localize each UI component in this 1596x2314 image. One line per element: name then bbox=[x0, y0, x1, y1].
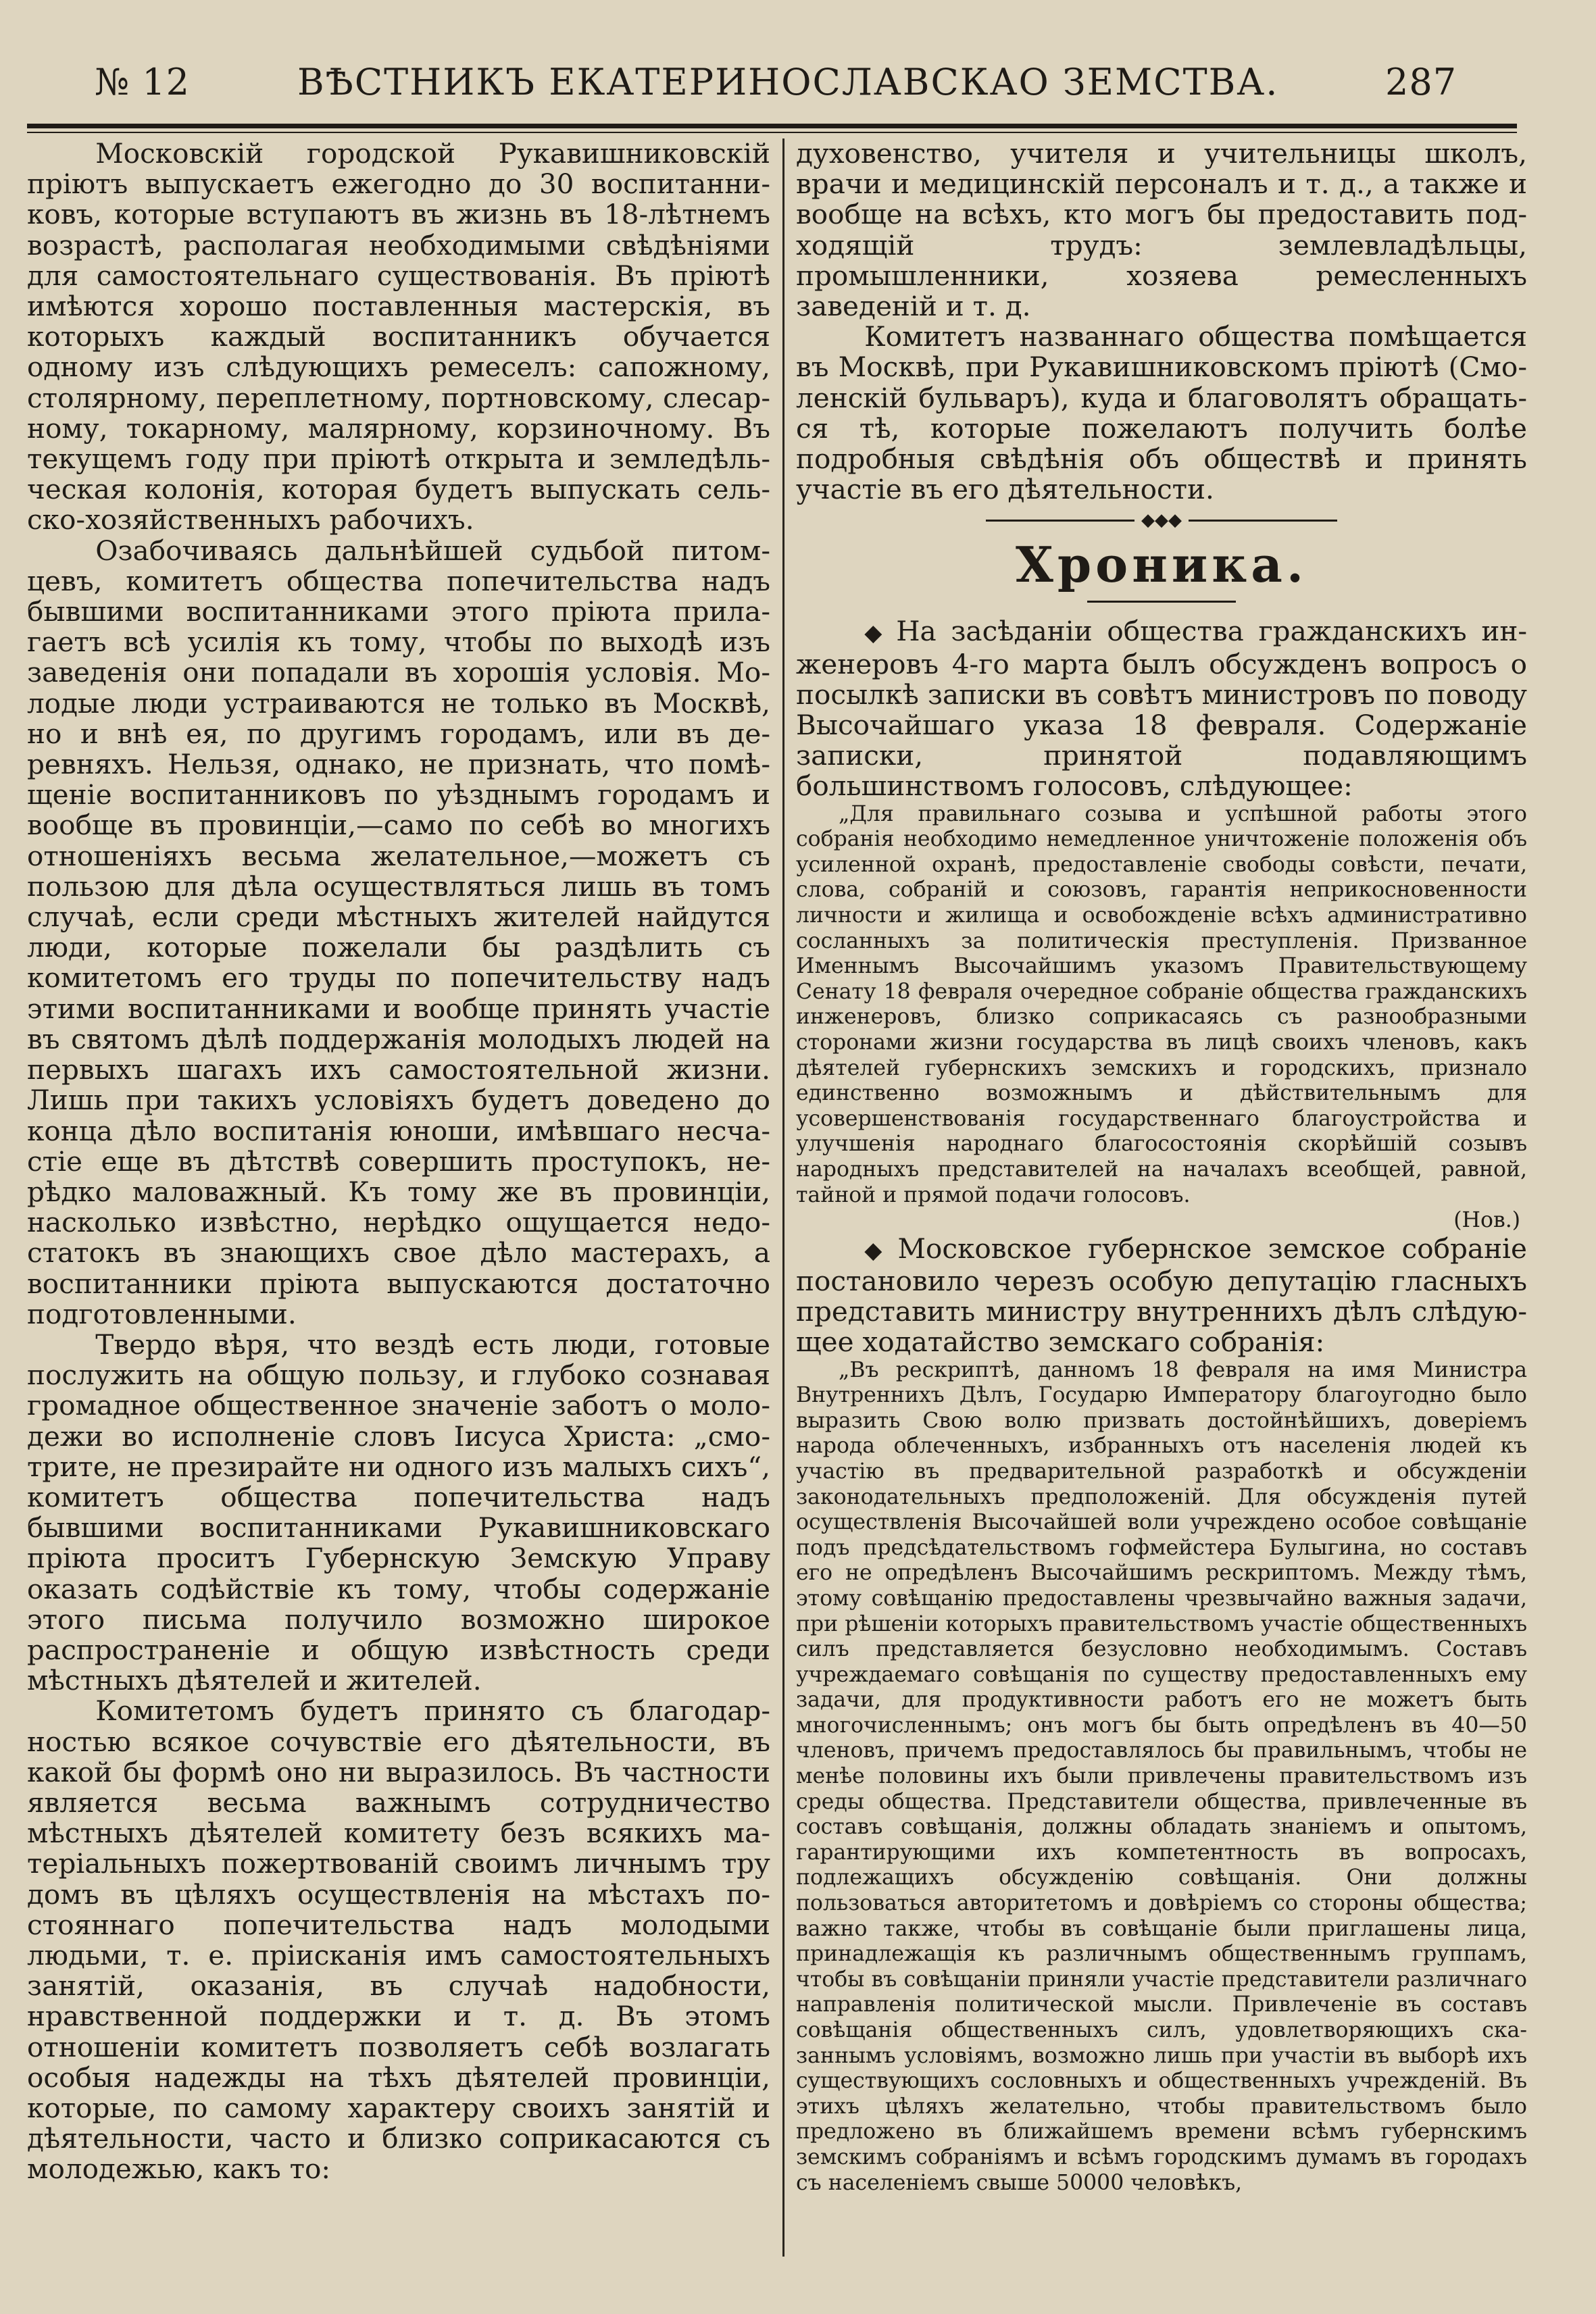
article-continuation: духовенство, учителя и учительницы школъ, врачи и медицинскій персоналъ и т. д., а также и вообще на всѣхъ, кто могъ бы предоставить подходящій трудъ: землевладѣльцы, промышленники, хозяева ремесленныхъ заведеній и т. д. bbox=[796, 137, 1527, 323]
article-paragraph: Твердо вѣря, что вездѣ есть люди, готовые послужить на общую пользу, и глубоко сознавая громадное общественное значеніе заботъ о молодежи во исполненіе словъ Іисуса Христа: „смотрите, не презирайте ни одного изъ малыхъ сихъ“, комитетъ общества попечительства надъ бывшими воспитанниками Рукавишниковскаго пріюта проситъ Губернскую Земскую Управу оказать содѣйствіе къ тому, чтобы содержаніе этого письма получило возможно широкое распространеніе и общую извѣстность среди мѣстныхъ дѣятелей и жителей. bbox=[27, 1328, 770, 1697]
chronicle-item bbox=[796, 616, 1527, 801]
ornament-diamond-icon: ◆◆◆ bbox=[1141, 510, 1182, 531]
chronicle-item bbox=[796, 1234, 1527, 1358]
header-rule-thick bbox=[27, 124, 1517, 128]
section-heading: Хроника. bbox=[1015, 536, 1308, 594]
section-ornament bbox=[796, 511, 1527, 529]
article-paragraph: Московскій городской Рукавишниковскій пріютъ выпускаетъ ежегодно до 30 воспитанниковъ, которые вступаютъ въ жизнь въ 18-лѣтнемъ возрастѣ, располагая необходимыми свѣдѣніями для самостоятельнаго существованія. Въ пріютѣ имѣются хорошо поставленныя мастерскія, въ которыхъ каждый воспитанникъ обучается одному изъ слѣдующихъ ремеселъ: сапожному, столярному, переплетному, портновскому, слесарному, токарному, малярному, корзиночному. Въ текущемъ году при пріютѣ открыта и земледѣльческая колонія, которая будетъ выпускать сельско-хозяйственныхъ рабочихъ. bbox=[27, 137, 770, 536]
chronicle-source: (Нов.) bbox=[1453, 1208, 1520, 1233]
chronicle-item-text: Московское губернское земское собраніе постановило черезъ особую депутацію гласныхъ представить министру внутреннихъ дѣлъ слѣдующее ходатайство земскаго собранія: bbox=[796, 1232, 1527, 1359]
issue-number: № 12 bbox=[95, 61, 190, 103]
publication-title: ВѢСТНИКЪ ЕКАТЕРИНОСЛАВСКАО ЗЕМСТВА. bbox=[297, 61, 1279, 103]
chronicle-quote: „Въ рескриптѣ, данномъ 18 февраля на имя Министра Внутреннихъ Дѣлъ, Государю Императору благоугодно было выразить Свою волю призвать достойнѣйшихъ, доверіемъ народа облеченныхъ, избранныхъ отъ населенія людей къ участію въ предварительной разработкѣ и обсужденіи законодательныхъ предположеній. Для обсужденія путей осуществленія Высочайшей воли учреждено особое совѣщаніе подъ предсѣдательствомъ гофмейстера Булыгина, но составъ его не опредѣленъ Высочайшимъ рескриптомъ. Между тѣмъ, этому совѣщанію предоставлены чрезвычайно важныя задачи, при рѣшеніи которыхъ правительствомъ участіе общественныхъ силъ представляется безусловно необходимымъ. Составъ учреждаемаго совѣщанія по существу предоставленныхъ ему задачи, для продуктивности работъ его не можетъ быть многочисленнымъ; онъ могъ бы быть опредѣленъ въ 40—50 членовъ, причемъ предоставлялось бы правильнымъ, чтобы не менѣе половины ихъ были привлечены правительствомъ изъ среды общества. Представители общества, привлеченные въ составъ совѣщанія, должны обладать знаніемъ и опытомъ, гарантирующими ихъ компетентность въ вопросахъ, подлежащихъ обсужденію совѣщанія. Они должны пользоваться авторитетомъ и довѣріемъ со стороны общества; важно также, чтобы въ совѣщаніе были приглашены лица, принадлежащія къ различнымъ общественнымъ группамъ, чтобы въ совѣщаніи приняли участіе представители различнаго направленія политической мысли. Привлеченіе въ составъ совѣщанія общественныхъ силъ, удовлетворяющихъ сказаннымъ условіямъ, возможно лишь при участіи въ выборѣ ихъ существующихъ сословныхъ и общественныхъ учрежденій. Въ этихъ цѣляхъ желательно, чтобы правительствомъ было предложено въ ближайшемъ времени всѣмъ губернскимъ земскимъ собраніямъ и всѣмъ городскимъ думамъ въ городахъ съ населеніемъ свыше 50000 человѣкъ, bbox=[796, 1357, 1527, 2195]
article-paragraph: Озабочиваясь дальнѣйшей судьбой питомцевъ, комитетъ общества попечительства надъ бывшими воспитанниками этого пріюта прилагаетъ всѣ усилія къ тому, чтобы по выходѣ изъ заведенія они попадали въ хорошія условія. Молодые люди устраиваются не только въ Москвѣ, но и внѣ ея, по другимъ городамъ, или въ деревняхъ. Нельзя, однако, не признать, что помѣщеніе воспитанниковъ по уѣзднымъ городамъ и вообще въ провинціи,—само по себѣ во многихъ отношеніяхъ весьма желательное,—можетъ съ пользою для дѣла осуществляться лишь въ томъ случаѣ, если среди мѣстныхъ жителей найдутся люди, которые пожелали бы раздѣлить съ комитетомъ его труды по попечительству надъ этими воспитанниками и вообще принять участіе въ святомъ дѣлѣ поддержанія молодыхъ людей на первыхъ шагахъ ихъ самостоятельной жизни. Лишь при такихъ условіяхъ будетъ доведено до конца дѣло воспитанія юноши, имѣвшаго несчастіе еще въ дѣтствѣ совершить проступокъ, нерѣдко маловажный. Къ тому же въ провинціи, насколько извѣстно, нерѣдко ощущается недостатокъ въ знающихъ свое дѣло мастерахъ, а воспитанники пріюта выпускаются достаточно подготовленными. bbox=[27, 534, 770, 1330]
chronicle-quote: „Для правильнаго созыва и успѣшной работы этого собранія необходимо немедленное уничтоженіе положенія объ усиленной охранѣ, предоставленіе свободы совѣсти, печати, слова, собраній и союзовъ, гарантія неприкосновенности личности и жилища и освобожденіе всѣхъ административно сосланныхъ за политическія преступленія. Призванное Именнымъ Высочайшимъ указомъ Правительствующему Сенату 18 февраля очередное собраніе общества гражданскихъ инженеровъ, близко соприкасаясь съ разнообразными сторонами жизни государства въ лицѣ своихъ членовъ, какъ дѣятелей губернскихъ земскихъ и городскихъ, признало единственно возможнымъ и дѣйствительнымъ для усовершенствованія государственнаго благоустройства и улучшенія народнаго благосостоянія скорѣйшій созывъ народныхъ представителей на началахъ всеобщей, равной, тайной и прямой подачи голосовъ. bbox=[796, 801, 1527, 1207]
chronicle-item-text: На засѣданіи общества гражданскихъ инженеровъ 4-го марта былъ обсужденъ вопросъ о посылкѣ записки въ совѣтъ министровъ по поводу Высочайшаго указа 18 февраля. Содержаніе записки, принятой подавляющимъ большинствомъ голосовъ, слѣдующее: bbox=[796, 615, 1528, 803]
page-number: 287 bbox=[1385, 61, 1457, 103]
article-paragraph: Комитетомъ будетъ принято съ благодарностью всякое сочувствіе его дѣятельности, въ какой бы формѣ оно ни выразилось. Въ частности является весьма важнымъ сотрудничество мѣстныхъ дѣятелей комитету безъ всякихъ матеріальныхъ пожертвованій своимъ личнымъ тру домъ въ цѣляхъ осуществленія на мѣстахъ постояннаго попечительства надъ молодыми людьми, т. е. пріисканія имъ самостоятельныхъ занятій, оказанія, въ случаѣ надобности, нравственной поддержки и т. д. Въ этомъ отношеніи комитетъ позволяетъ себѣ возлагать особыя надежды на тѣхъ дѣятелей провинціи, которые, по самому характеру своихъ занятій и дѣятельности, часто и близко соприкасаются съ молодежью, какъ то: bbox=[27, 1694, 770, 2186]
ornament-line bbox=[986, 520, 1134, 522]
left-column bbox=[27, 139, 770, 2185]
column-divider bbox=[782, 139, 784, 2257]
right-column bbox=[796, 139, 1527, 2196]
ornament-line bbox=[1189, 520, 1337, 522]
header-rule-thin bbox=[27, 132, 1517, 133]
bullet-diamond-icon: ◆ bbox=[864, 1236, 890, 1264]
article-paragraph: Комитетъ названнаго общества помѣщается въ Москвѣ, при Рукавишниковскомъ пріютѣ (Смоленскій бульваръ), куда и благоволятъ обращаться тѣ, которые пожелаютъ получить болѣе подробныя свѣдѣнія объ обществѣ и принять участіе въ его дѣятельности. bbox=[796, 320, 1527, 506]
bullet-diamond-icon: ◆ bbox=[864, 620, 889, 647]
heading-rule bbox=[1087, 601, 1236, 603]
